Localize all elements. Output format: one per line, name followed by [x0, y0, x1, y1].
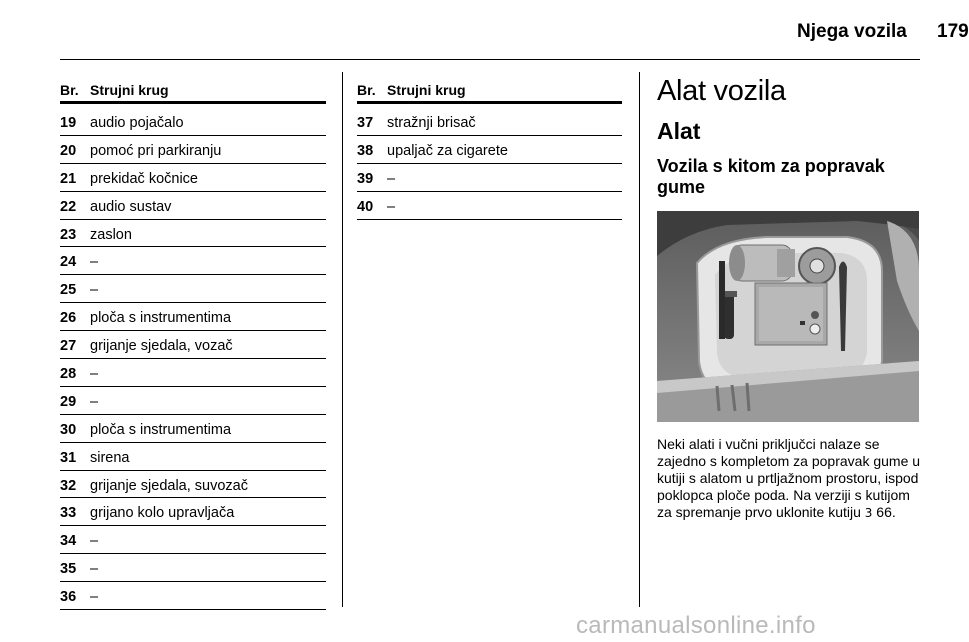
- table-row: [60, 164, 326, 192]
- fuse-number: 37: [357, 115, 374, 131]
- fuse-number: 29: [60, 393, 77, 410]
- page-reference-arrow: 3: [864, 506, 873, 520]
- paragraph-text: Neki alati i vučni priključci nalaze se zajedno s kompletom za popravak gume u kutiji s alatom u prtljažnom prostoru, ispod poklopca ploče poda. Na verziji s kutijom za spremanje prvo uklonite kutiju: [657, 436, 921, 520]
- section-subtitle: Alat: [657, 118, 701, 144]
- header-circuit: Strujni krug: [90, 82, 169, 98]
- table-row: [60, 526, 326, 554]
- circuit-name: stražnji brisač: [387, 115, 476, 131]
- table-row: [60, 415, 326, 443]
- circuit-name: –: [90, 254, 99, 271]
- circuit-name: –: [90, 589, 99, 606]
- table-row: [357, 136, 622, 164]
- fuse-number: 24: [60, 254, 77, 271]
- column-divider: [342, 72, 343, 607]
- header-number: Br.: [60, 82, 79, 98]
- fuse-number: 36: [60, 589, 77, 606]
- circuit-name: upaljač za cigarete: [387, 142, 508, 159]
- fuse-number: 28: [60, 366, 77, 383]
- tool-kit-illustration: [657, 211, 919, 422]
- table-row: [60, 192, 326, 220]
- tools-section: [657, 74, 921, 522]
- table-row: [357, 108, 622, 136]
- table-header: [60, 80, 326, 104]
- circuit-name: –: [387, 170, 396, 187]
- table-row: [60, 554, 326, 582]
- circuit-name: –: [387, 198, 396, 215]
- fuse-number: 38: [357, 142, 374, 159]
- circuit-name: –: [90, 533, 99, 550]
- table-row: [60, 498, 326, 526]
- circuit-name: grijano kolo upravljača: [90, 505, 235, 522]
- section-title: Alat vozila: [657, 75, 786, 107]
- circuit-name: –: [90, 393, 99, 410]
- table-row: [60, 136, 326, 164]
- fuse-number: 22: [60, 198, 77, 215]
- fuse-number: 23: [60, 226, 77, 243]
- table-row: [60, 471, 326, 499]
- page-header: [60, 0, 969, 60]
- section-heading: Vozila s kitom za popravak gume: [657, 156, 885, 197]
- fuse-number: 25: [60, 282, 77, 299]
- table-row: [357, 192, 622, 220]
- fuse-table-right: [357, 80, 622, 220]
- table-row: [357, 164, 622, 192]
- table-row: [60, 220, 326, 248]
- circuit-name: –: [90, 282, 99, 299]
- fuse-number: 32: [60, 477, 77, 494]
- circuit-name: pomoć pri parkiranju: [90, 142, 222, 159]
- fuse-number: 31: [60, 449, 77, 466]
- table-row: [60, 275, 326, 303]
- table-row: [60, 303, 326, 331]
- header-number: Br.: [357, 82, 376, 98]
- fuse-number: 21: [60, 170, 77, 187]
- circuit-name: –: [90, 561, 99, 578]
- fuse-number: 35: [60, 561, 77, 578]
- circuit-name: sirena: [90, 449, 130, 466]
- fuse-number: 33: [60, 505, 77, 522]
- fuse-number: 19: [60, 115, 77, 131]
- section-paragraph: [657, 436, 921, 522]
- fuse-number: 27: [60, 338, 77, 355]
- header-circuit: Strujni krug: [387, 82, 466, 98]
- fuse-number: 34: [60, 533, 77, 550]
- table-row: [60, 443, 326, 471]
- table-row: [60, 387, 326, 415]
- circuit-name: audio pojačalo: [90, 115, 184, 131]
- circuit-name: ploča s instrumentima: [90, 421, 232, 438]
- page-reference: 66.: [872, 504, 896, 520]
- circuit-name: ploča s instrumentima: [90, 310, 232, 327]
- circuit-name: grijanje sjedala, suvozač: [90, 477, 248, 494]
- fuse-table-left: [60, 80, 326, 610]
- tool-kit-photo: [657, 211, 919, 422]
- fuse-number: 26: [60, 310, 77, 327]
- circuit-name: grijanje sjedala, vozač: [90, 338, 233, 355]
- fuse-number: 20: [60, 142, 77, 159]
- fuse-number: 30: [60, 421, 77, 438]
- table-row: [60, 331, 326, 359]
- table-row: [60, 582, 326, 610]
- column-divider: [639, 72, 640, 607]
- table-row: [60, 108, 326, 136]
- table-row: [60, 359, 326, 387]
- fuse-number: 39: [357, 170, 374, 187]
- page-number: 179: [937, 21, 969, 42]
- circuit-name: prekidač kočnice: [90, 170, 198, 187]
- header-title: Njega vozila: [797, 21, 907, 42]
- fuse-number: 40: [357, 198, 374, 215]
- table-header: [357, 80, 622, 104]
- circuit-name: –: [90, 366, 99, 383]
- circuit-name: zaslon: [90, 226, 132, 243]
- circuit-name: audio sustav: [90, 198, 172, 215]
- watermark: carmanualsonline.info: [576, 612, 816, 639]
- table-row: [60, 247, 326, 275]
